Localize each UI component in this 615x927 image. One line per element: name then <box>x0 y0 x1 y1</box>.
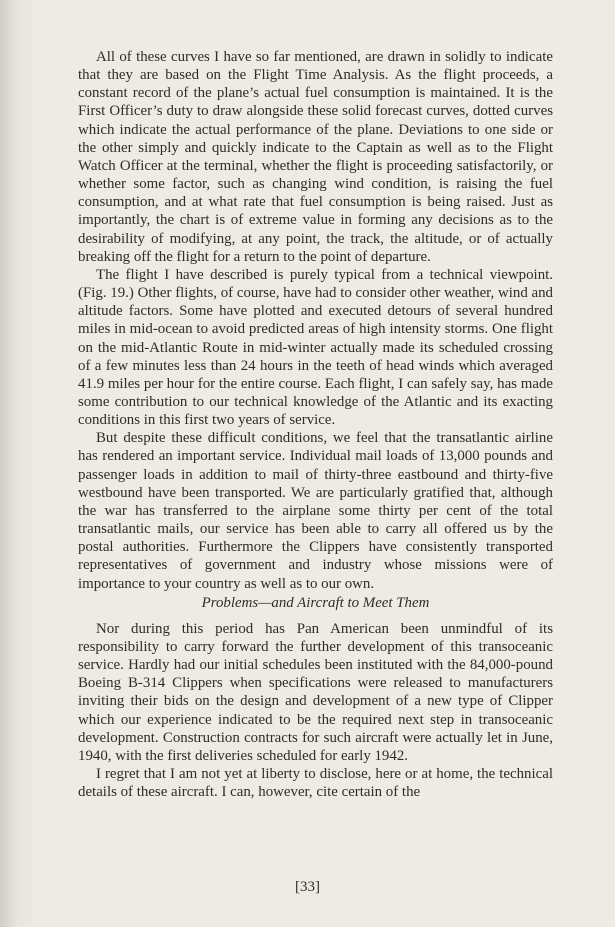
paragraph-technical-details: I regret that I am not yet at liberty to disclose, here or at home, the technical details of these aircraft. I can, however, cite certain of the <box>78 766 553 801</box>
body-text <box>78 48 553 801</box>
paragraph-important-service: But despite these difficult conditions, we feel that the transatlantic airline has rendered an important service. Individual mail loads of 13,000 pounds and passenger loads in addition to mail of thirty-three eastbound and thirty-five westbound have been transported. We are particularly gratified that, although the war has transferred to the airplane some thirty per cent of the total transatlantic mails, our service has been able to carry all offered us by the postal authorities. Furthermore the Clippers have consistently transported representatives of government and industry whose missions were of importance to your country as well as to our own. <box>78 430 553 592</box>
section-heading: Problems—and Aircraft to Meet Them <box>201 594 430 611</box>
page-number: [33] <box>295 879 320 895</box>
paragraph-development: Nor during this period has Pan American been unmindful of its responsibility to carry forward the further development of this transoceanic service. Hardly had our initial schedules been instituted with the 84,000-pound Boeing B-314 Clippers when specifications were released to manufacturers inviting their bids on the design and development of a new type of Clipper which our experience indicated to be the required next step in transoceanic development. Construction contracts for such aircraft were actually let in June, 1940, with the first deliveries scheduled for early 1942. <box>78 620 553 764</box>
paragraph-fuel-curves: All of these curves I have so far mentioned, are drawn in solidly to indicate that they are based on the Flight Time Analysis. As the flight proceeds, a constant record of the plane’s actual fuel consumption is maintained. It is the First Officer’s duty to draw alongside these solid forecast curves, dotted curves which indicate the actual performance of the plane. Deviations to one side or the other simply and quickly indicate to the Captain as well as to the Flight Watch Officer at the terminal, whether the flight is proceeding satisfactorily, or whether some factor, such as changing wind condition, is raising the fuel consumption, and at what rate that fuel consumption is being raised. Just as importantly, the chart is of extreme value in forming any decisions as to the desirability of modifying, at any point, the track, the altitude, or of actually breaking off the flight for a return to the point of departure. <box>78 49 553 265</box>
paragraph-typical-flight: The flight I have described is purely typical from a technical viewpoint. (Fig. 19.) Other flights, of course, have had to consider other weather, wind and altitude factors. Some have plotted and executed detours of several hundred miles in mid-ocean to avoid predicted areas of high intensity storms. One flight on the mid-Atlantic Route in mid-winter actually made its scheduled crossing of a few minutes less than 24 hours in the teeth of head winds which averaged 41.9 miles per hour for the entire course. Each flight, I can safely say, has made some contribution to our technical knowledge of the Atlantic and its exacting conditions in this first two years of service. <box>78 266 553 429</box>
